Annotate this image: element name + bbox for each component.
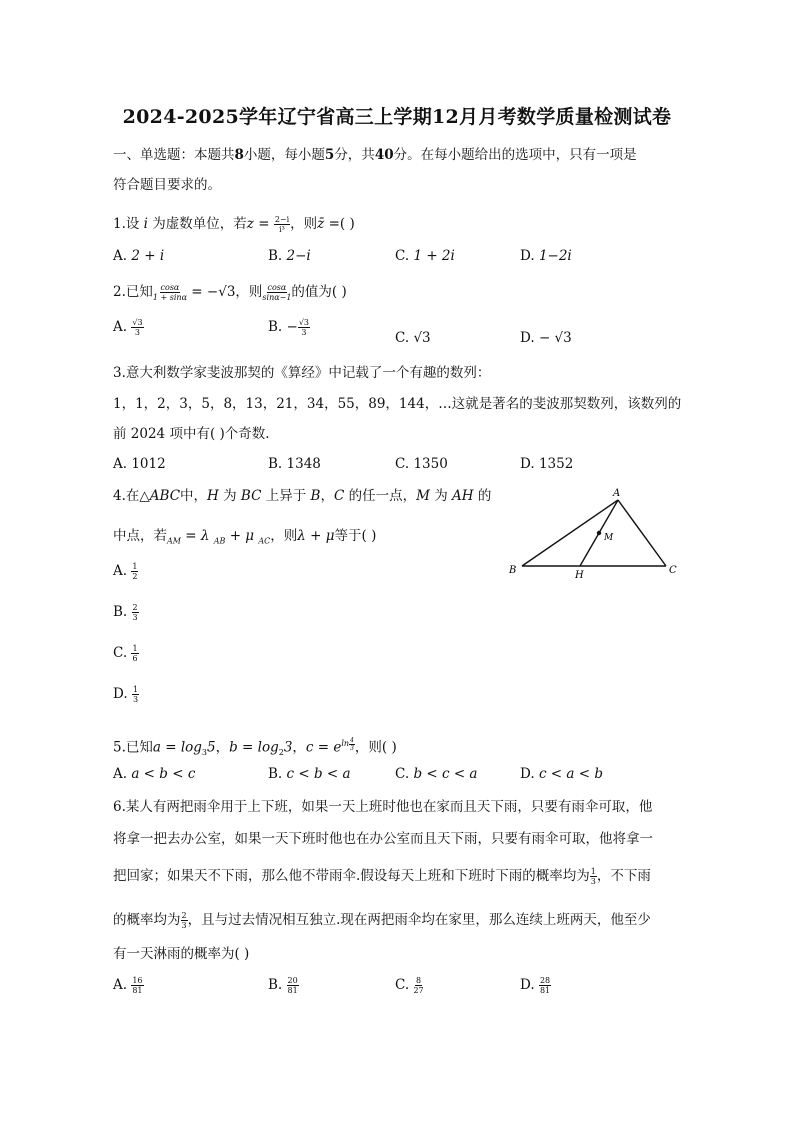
option-label: D. — [520, 977, 535, 993]
q5-text: 5.已知 — [113, 739, 153, 756]
label-b: B — [509, 565, 517, 576]
page-title: 2024-2025学年辽宁省高三上学期12月月考数学质量检测试卷 — [122, 106, 672, 128]
option-fraction — [131, 318, 143, 337]
q5-b-base: 2 — [278, 748, 284, 758]
frac-den: 2 — [132, 572, 138, 581]
frac-den: 81 — [539, 986, 551, 995]
question-6-line1: 6.某人有两把雨伞用于上下班，如果一天上班时他也在家而且天下雨，只要有雨伞可取，他 — [113, 799, 653, 815]
q4-text: ，则 — [270, 528, 298, 544]
q4-text: 的 — [473, 488, 492, 504]
option-text: √3 — [413, 330, 431, 346]
side-ac — [618, 500, 666, 566]
frac-num: 8 — [415, 976, 422, 985]
instr-text: 分，共 — [334, 147, 375, 163]
q3-option-d — [520, 456, 573, 472]
option-label: C. — [395, 456, 410, 472]
question-2-stem — [113, 282, 347, 302]
q5-text: ， — [292, 739, 306, 756]
q5-option-c — [395, 766, 477, 782]
q3-option-a — [113, 456, 166, 472]
frac-den: 3 — [181, 921, 187, 930]
option-label: D. — [520, 766, 535, 782]
q2-fraction-1 — [153, 283, 187, 302]
option-label: A. — [113, 766, 128, 782]
question-3-line1: 3.意大利数学家斐波那契的《算经》中记载了一个有趣的数列： — [113, 365, 491, 381]
q2-f2-num: cosα — [267, 283, 287, 292]
option-label: A. — [113, 456, 128, 472]
q6-option-a — [113, 976, 144, 995]
q4-text: 为 — [429, 488, 452, 504]
option-label: C. — [395, 977, 410, 993]
q4-op: + μ — [229, 528, 255, 544]
option-fraction — [132, 685, 139, 704]
section-instructions-line2: 符合题目要求的。 — [113, 177, 221, 193]
option-text: b < c < a — [413, 766, 478, 782]
q2-text: 的值为( ) — [291, 284, 347, 300]
option-label: A. — [113, 563, 128, 579]
q4-var: M — [416, 488, 430, 504]
option-label: B. — [268, 319, 283, 335]
triangle-figure — [500, 484, 690, 584]
q5-b-arg: 3 — [283, 739, 293, 756]
frac-num: 4 — [350, 736, 354, 744]
point-m — [597, 531, 601, 535]
frac-den: 3 — [590, 877, 596, 886]
question-3-line2: 1，1，2，3，5，8，13，21，34，55，89，144，…这就是著名的斐波那契数列，该数列的 — [113, 396, 682, 412]
option-text: 1 + 2i — [413, 248, 455, 264]
frac-num: 2 — [181, 911, 187, 920]
q1-frac-den: i³ — [279, 225, 285, 234]
option-label: C. — [113, 645, 128, 661]
q1-option-a — [113, 248, 164, 264]
q6-text: ，且与过去情况相互独立.现在两把雨伞均在家里，那么连续上班两天，他至少 — [187, 912, 651, 928]
q4-var: BC — [240, 488, 262, 504]
q6-option-d — [520, 976, 551, 995]
q6-text: ，不下雨 — [596, 868, 651, 884]
q6-text: 的概率均为 — [113, 912, 181, 928]
option-fraction — [132, 603, 139, 622]
q5-option-a — [113, 766, 195, 782]
q2-eq: = −√3 — [191, 284, 236, 300]
q4-option-c — [113, 644, 139, 663]
q2-text: 2.已知 — [113, 284, 153, 300]
q4-var: AH — [452, 488, 474, 504]
q2-text: ，则 — [235, 284, 263, 300]
option-text: 1012 — [131, 456, 166, 472]
frac-num: 2 — [132, 603, 138, 612]
label-c: C — [669, 565, 677, 576]
option-text: c < b < a — [286, 766, 351, 782]
option-label: D. — [520, 456, 535, 472]
q1-text: ，则 — [290, 216, 318, 232]
option-text: c < a < b — [538, 766, 603, 782]
frac-num: 20 — [287, 976, 298, 985]
option-text: 1348 — [286, 456, 321, 472]
frac-den: 3 — [350, 744, 354, 752]
option-text: 1352 — [538, 456, 574, 472]
q6-option-c — [395, 976, 424, 995]
frac-num: √3 — [298, 318, 310, 327]
q3-option-b — [268, 456, 321, 472]
q1-text: 为虚数单位，若 — [148, 216, 247, 232]
frac-den: 3 — [132, 695, 139, 704]
q1-var-i: i — [143, 216, 148, 232]
option-label: C. — [395, 248, 410, 264]
option-label: B. — [268, 766, 283, 782]
frac-num: 1 — [132, 644, 138, 653]
q1-option-d — [520, 248, 572, 264]
option-fraction — [131, 976, 143, 995]
q4-var: H — [207, 488, 219, 504]
q1-blank: ( ) — [339, 216, 355, 232]
instr-text: 一、单选题：本题共 — [113, 147, 235, 163]
q5-a: a = log — [152, 739, 202, 756]
q4-vector: AC — [258, 536, 271, 546]
question-5-stem — [113, 734, 397, 763]
q4-text: ， — [320, 488, 334, 504]
label-h: H — [575, 570, 584, 581]
q6-text: 把回家；如果天不下雨，那么他不带雨伞.假设每天上班和下班时下雨的概率均为 — [113, 868, 590, 884]
q5-a-arg: 5 — [207, 739, 216, 756]
option-text: 1350 — [413, 456, 448, 472]
frac-num: √3 — [132, 318, 143, 327]
option-label: B. — [268, 248, 283, 264]
q6-prob-no-rain — [181, 911, 188, 930]
frac-den: 3 — [301, 328, 307, 337]
option-text: 1−2i — [538, 248, 572, 264]
frac-num: 1 — [590, 867, 596, 876]
q4-text: 等于( ) — [334, 528, 377, 544]
q2-fraction-2 — [262, 283, 291, 302]
q2-f1-num: cosα — [160, 283, 180, 292]
q4-text: 4.在 — [113, 488, 140, 504]
option-text: 2 + i — [131, 248, 165, 264]
q4-var: B — [310, 488, 321, 504]
question-1-stem — [113, 214, 355, 234]
option-fraction — [287, 976, 299, 995]
q4-text: 中， — [180, 488, 208, 504]
label-a: A — [613, 488, 621, 499]
q4-text: 为 — [218, 488, 241, 504]
question-4-line2 — [113, 526, 376, 552]
q5-option-b — [268, 766, 351, 782]
q5-a-base: 3 — [201, 748, 208, 758]
points-total: 40 — [374, 147, 394, 163]
instr-text: 分。在每小题给出的选项中，只有一项是 — [393, 147, 637, 163]
q5-b: b = log — [229, 739, 279, 756]
q4-option-d — [113, 685, 139, 704]
question-6-line3 — [113, 866, 651, 886]
instr-text: 小题，每小题 — [243, 147, 325, 163]
option-label: A. — [113, 248, 128, 264]
q1-fraction — [274, 215, 290, 234]
option-fraction — [298, 318, 310, 337]
option-label: C. — [395, 330, 410, 346]
points-each: 5 — [324, 147, 335, 163]
q6-prob-rain — [590, 867, 597, 886]
q4-option-b — [113, 603, 139, 622]
question-count: 8 — [234, 147, 244, 163]
q1-option-b — [268, 248, 311, 264]
q4-op: = λ — [185, 528, 210, 544]
q1-text: 1.设 — [113, 216, 144, 232]
q4-text: 的任一点， — [344, 488, 417, 504]
q4-vector: AM — [167, 536, 181, 546]
q6-option-b — [268, 976, 299, 995]
option-label: D. — [113, 686, 128, 702]
q2-f1-den: 1 + sinα — [152, 293, 187, 302]
q2-option-c — [395, 330, 431, 346]
option-label: A. — [113, 977, 128, 993]
option-prefix: − — [286, 319, 298, 335]
question-6-line5: 有一天淋雨的概率为( ) — [113, 946, 250, 962]
label-m: M — [604, 533, 614, 543]
option-label: B. — [113, 604, 128, 620]
option-label: D. — [520, 330, 535, 346]
question-3-line3: 前 2024 项中有( )个奇数. — [113, 426, 270, 442]
option-label: C. — [395, 766, 410, 782]
q4-var: C — [333, 488, 345, 504]
option-label: B. — [268, 977, 283, 993]
q2-f2-den: sinα−1 — [262, 293, 292, 302]
q5-c-exponent — [341, 736, 355, 752]
frac-den: 81 — [287, 986, 298, 995]
q5-option-d — [520, 766, 603, 782]
q1-zbar: z̄ = — [317, 216, 340, 232]
q4-lm: λ + μ — [297, 528, 335, 544]
question-6-line4 — [113, 910, 651, 930]
q5-text: ，则( ) — [354, 739, 397, 756]
frac-den: 3 — [132, 613, 138, 622]
question-6-line2: 将拿一把去办公室，如果一天下班时他也在办公室而且天下雨，只要有雨伞可取，他将拿一 — [113, 831, 653, 847]
q2-option-a — [113, 318, 144, 337]
q1-option-c — [395, 248, 455, 264]
option-text: − √3 — [538, 330, 572, 346]
q4-text: 上异于 — [261, 488, 311, 504]
question-4-line1 — [113, 486, 491, 506]
q4-vector: AB — [213, 536, 226, 546]
frac-num: 28 — [539, 976, 551, 985]
frac-num: 1 — [132, 562, 138, 571]
q5-c: c = e — [305, 739, 342, 756]
q4-triangle: △ABC — [139, 488, 181, 504]
q4-text: 中点，若 — [113, 528, 167, 544]
q5-ln: ln — [341, 739, 350, 748]
frac-den: 27 — [413, 986, 424, 995]
option-fraction — [131, 562, 138, 581]
option-fraction — [413, 976, 423, 995]
option-label: B. — [268, 456, 283, 472]
section-instructions-line1 — [113, 145, 637, 165]
q1-frac-num: 2−i — [274, 215, 290, 224]
option-label: A. — [113, 319, 128, 335]
option-fraction — [539, 976, 551, 995]
q1-z: z = — [246, 216, 270, 232]
frac-num: 1 — [132, 685, 139, 694]
frac-num: 16 — [132, 976, 143, 985]
option-fraction — [131, 644, 138, 663]
q2-option-d — [520, 330, 572, 346]
option-label: D. — [520, 248, 535, 264]
frac-den: 3 — [134, 328, 140, 337]
option-text: a < b < c — [131, 766, 196, 782]
q5-text: ， — [215, 739, 230, 756]
frac-den: 6 — [132, 654, 138, 663]
q3-option-c — [395, 456, 448, 472]
q4-option-a — [113, 562, 138, 581]
option-text: 2−i — [286, 248, 311, 264]
frac-den: 81 — [132, 986, 143, 995]
q2-option-b — [268, 318, 310, 337]
